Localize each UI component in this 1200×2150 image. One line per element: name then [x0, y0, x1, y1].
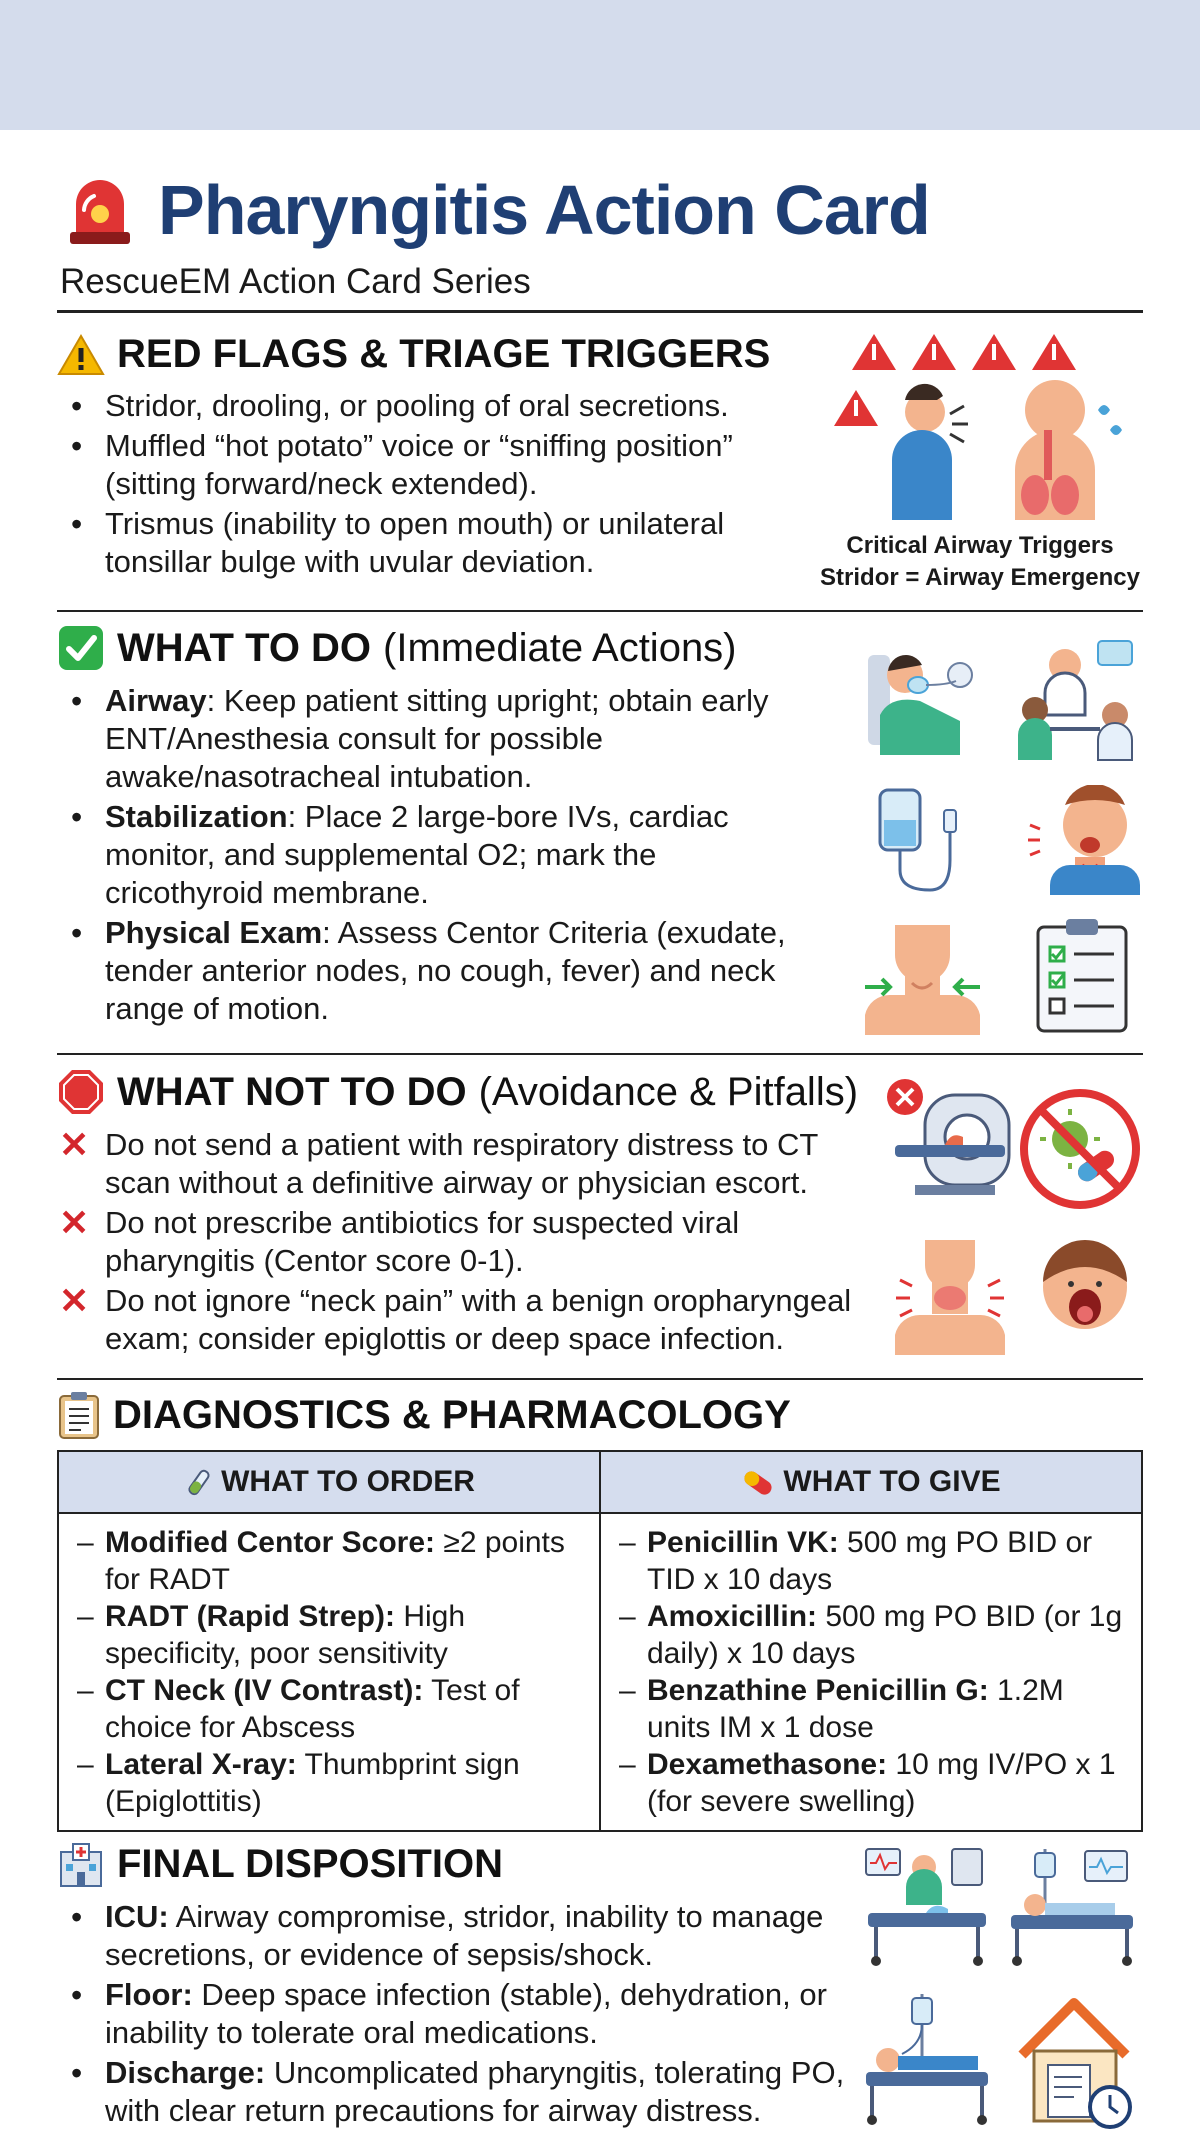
item-text: 500 mg PO BID or TID x 10 days	[647, 1526, 1093, 1596]
item-label: Stabilization	[105, 799, 288, 834]
item-label: Modified Centor Score:	[105, 1526, 436, 1559]
diagnostics-table	[57, 1450, 1143, 1832]
item-text: Deep space infection (stable), dehydration, or inability to tolerate oral medications.	[105, 1977, 827, 2050]
oxygen-mask-icon	[860, 635, 980, 765]
diagnostics-section	[57, 1390, 1143, 1440]
list-item	[57, 798, 817, 912]
airway-caption	[810, 530, 1150, 594]
item-text: : Place 2 large-bore IVs, cardiac monitor, and supplemental O2; mark the cricothyroid membrane.	[105, 799, 729, 910]
item-label: Airway	[105, 683, 207, 718]
caption-line: Stridor = Airway Emergency	[820, 564, 1140, 591]
item-label: ICU:	[105, 1899, 169, 1934]
item-text: : Keep patient sitting upright; obtain early ENT/Anesthesia consult for possible awake/nasotracheal intubation.	[105, 683, 769, 794]
item-label: Lateral X-ray:	[105, 1748, 297, 1781]
divider	[57, 310, 1143, 313]
neck-exam-icon	[860, 925, 985, 1035]
icu-bed-icon	[862, 1845, 992, 1970]
item-text: ≥2 points for RADT	[105, 1526, 565, 1596]
list-item	[57, 682, 817, 796]
item-label: CT Neck (IV Contrast):	[105, 1674, 424, 1707]
ward-bed-icon	[1005, 1845, 1140, 1970]
list-item	[619, 1746, 1127, 1820]
iv-bag-icon	[870, 780, 970, 900]
order-column-header	[58, 1451, 600, 1513]
top-banner	[0, 0, 1200, 130]
item-text: Do not prescribe antibiotics for suspected viral pharyngitis (Centor score 0-1).	[105, 1205, 740, 1278]
item-label: Physical Exam	[105, 915, 323, 950]
list-item	[57, 1976, 847, 2052]
list-item	[619, 1672, 1127, 1746]
give-list	[600, 1513, 1142, 1831]
item-text: Thumbprint sign (Epiglottitis)	[105, 1748, 520, 1818]
list-item	[619, 1524, 1127, 1598]
list-item	[57, 1898, 847, 1974]
card-header	[60, 160, 1140, 302]
neck-pain-icon	[890, 1240, 1010, 1355]
list-item	[619, 1598, 1127, 1672]
list-item	[77, 1598, 585, 1672]
page-title: Pharyngitis Action Card	[158, 171, 930, 249]
give-column-header	[600, 1451, 1142, 1513]
list-item	[57, 914, 817, 1028]
list-item	[77, 1672, 585, 1746]
what-to-do-heading: WHAT TO DO	[117, 625, 372, 670]
item-text: 1.2M units IM x 1 dose	[647, 1674, 1064, 1744]
list-item: • Trismus (inability to open mouth) or unilateral tonsillar bulge with uvular deviation.	[57, 505, 787, 581]
item-label: RADT (Rapid Strep):	[105, 1600, 395, 1633]
x-mark-icon: ✕	[59, 1124, 90, 1165]
order-header-label: WHAT TO ORDER	[221, 1465, 475, 1498]
list-item	[57, 1126, 877, 1202]
clipboard-icon	[57, 1390, 101, 1440]
item-text: Test of choice for Abscess	[105, 1674, 520, 1744]
caption-line: Critical Airway Triggers	[846, 532, 1114, 559]
divider	[57, 1378, 1143, 1380]
open-mouth-exam-icon	[1035, 1232, 1135, 1357]
divider	[57, 1053, 1143, 1055]
list-item	[77, 1746, 585, 1820]
home-discharge-icon	[1012, 1995, 1142, 2130]
item-text: 500 mg PO BID (or 1g daily) x 10 days	[647, 1600, 1123, 1670]
no-antibiotics-icon	[1018, 1087, 1143, 1212]
ct-scanner-icon	[885, 1075, 1015, 1210]
airway-trigger-illustration	[830, 330, 1160, 530]
list-item	[57, 1282, 877, 1358]
checklist-icon	[1032, 915, 1132, 1035]
what-not-to-do-heading: WHAT NOT TO DO	[117, 1069, 467, 1114]
give-header-label: WHAT TO GIVE	[783, 1465, 1001, 1498]
check-icon	[57, 624, 105, 672]
disposition-heading: FINAL DISPOSITION	[117, 1841, 503, 1886]
list-item	[77, 1524, 585, 1598]
pill-icon	[741, 1468, 775, 1498]
consult-team-icon	[1010, 635, 1140, 765]
order-list	[58, 1513, 600, 1831]
floor-bed-icon	[862, 1990, 992, 2130]
item-label: Discharge:	[105, 2055, 266, 2090]
sore-throat-icon	[1020, 785, 1140, 900]
hospital-icon	[57, 1840, 105, 1888]
divider	[57, 610, 1143, 612]
item-text: Airway compromise, stridor, inability to manage secretions, or evidence of sepsis/shock.	[105, 1899, 824, 1972]
red-flags-heading: RED FLAGS & TRIAGE TRIGGERS	[117, 332, 771, 376]
list-item	[57, 1204, 877, 1280]
item-text: Do not ignore “neck pain” with a benign oropharyngeal exam; consider epiglottis or deep space infection.	[105, 1283, 852, 1356]
list-item	[57, 2054, 847, 2130]
list-item: • Muffled “hot potato” voice or “sniffing position” (sitting forward/neck extended).	[57, 427, 787, 503]
x-mark-icon: ✕	[59, 1280, 90, 1321]
test-tube-icon	[183, 1468, 213, 1498]
page-subtitle: RescueEM Action Card Series	[60, 262, 531, 301]
item-text: High specificity, poor sensitivity	[105, 1600, 466, 1670]
item-text: : Assess Centor Criteria (exudate, tender anterior nodes, no cough, fever) and neck range of motion.	[105, 915, 786, 1026]
item-text: 10 mg IV/PO x 1 (for severe swelling)	[647, 1748, 1116, 1818]
item-label: Penicillin VK:	[647, 1526, 839, 1559]
item-text: Uncomplicated pharyngitis, tolerating PO, with clear return precautions for airway distress.	[105, 2055, 845, 2128]
x-mark-icon: ✕	[59, 1202, 90, 1243]
diagnostics-heading: DIAGNOSTICS & PHARMACOLOGY	[113, 1392, 791, 1437]
stop-sign-icon	[57, 1068, 105, 1116]
list-item: • Stridor, drooling, or pooling of oral secretions.	[57, 387, 787, 425]
item-label: Floor:	[105, 1977, 193, 2012]
emergency-siren-icon	[60, 170, 140, 250]
item-label: Benzathine Penicillin G:	[647, 1674, 989, 1707]
warning-icon	[57, 333, 105, 377]
what-not-to-do-subheading: (Avoidance & Pitfalls)	[478, 1069, 859, 1114]
item-text: Do not send a patient with respiratory distress to CT scan without a definitive airway or physician escort.	[105, 1127, 818, 1200]
item-label: Amoxicillin:	[647, 1600, 818, 1633]
what-to-do-subheading: (Immediate Actions)	[383, 625, 737, 670]
item-label: Dexamethasone:	[647, 1748, 888, 1781]
